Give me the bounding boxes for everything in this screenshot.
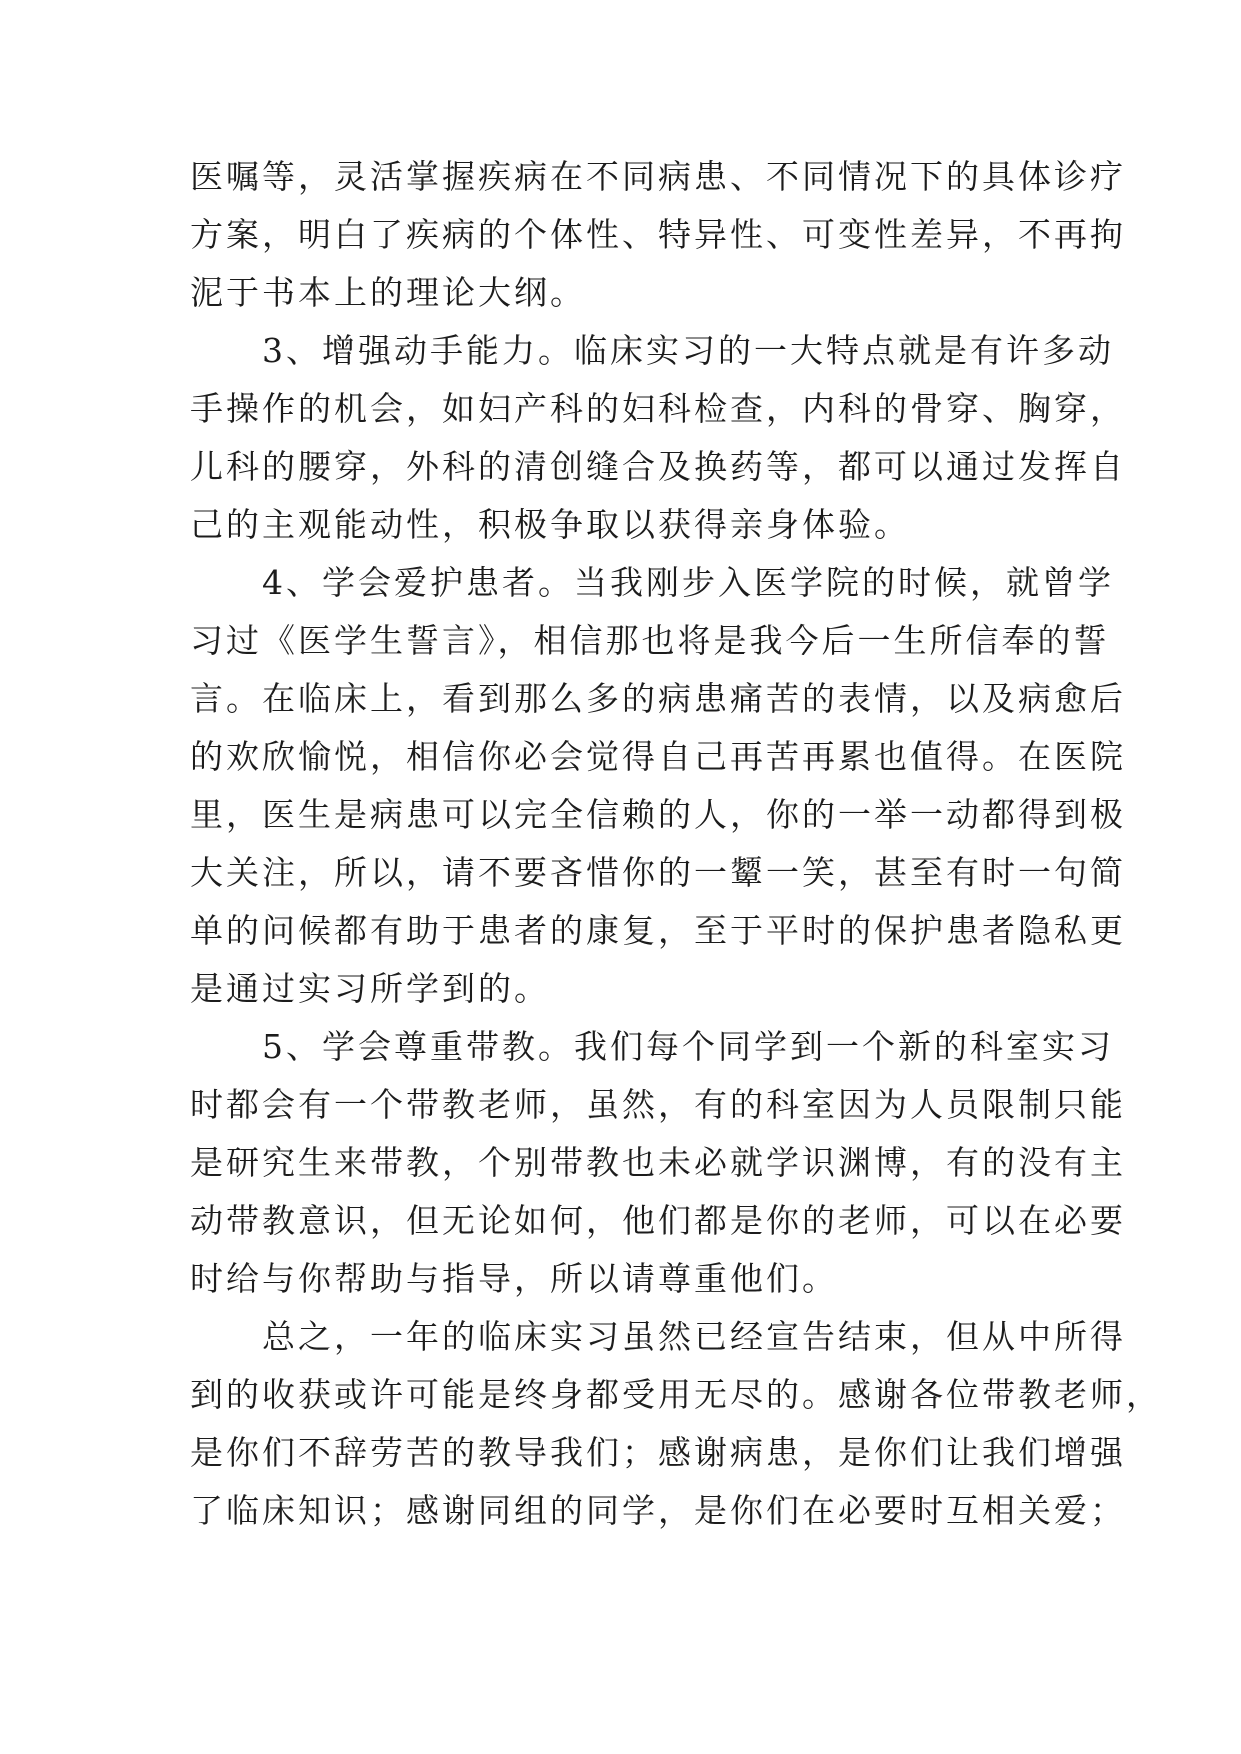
- text-line: 时都会有一个带教老师，虽然，有的科室因为人员限制只能: [190, 1085, 1126, 1124]
- text-line: 医嘱等，灵活掌握疾病在不同病患、不同情况下的具体诊疗: [190, 157, 1126, 196]
- text-line: 是你们不辞劳苦的教导我们；感谢病患，是你们让我们增强: [190, 1433, 1126, 1472]
- text-line: 单的问候都有助于患者的康复，至于平时的保护患者隐私更: [190, 911, 1126, 950]
- text-line: 言。在临床上，看到那么多的病患痛苦的表情，以及病愈后: [190, 679, 1126, 718]
- text-line: 4、学会爱护患者。当我刚步入医学院的时候，就曾学: [190, 563, 1114, 602]
- text-line: 到的收获或许可能是终身都受用无尽的。感谢各位带教老师，: [190, 1375, 1162, 1414]
- text-line: 是通过实习所学到的。: [190, 969, 550, 1008]
- text-line: 手操作的机会，如妇产科的妇科检查，内科的骨穿、胸穿，: [190, 389, 1126, 428]
- text-line: 泥于书本上的理论大纲。: [190, 273, 586, 312]
- text-line: 5、学会尊重带教。我们每个同学到一个新的科室实习: [190, 1027, 1114, 1066]
- text-line: 己的主观能动性，积极争取以获得亲身体验。: [190, 505, 910, 544]
- text-line: 大关注，所以，请不要吝惜你的一颦一笑，甚至有时一句简: [190, 853, 1126, 892]
- text-line: 是研究生来带教，个别带教也未必就学识渊博，有的没有主: [190, 1143, 1126, 1182]
- text-line: 习过《医学生誓言》，相信那也将是我今后一生所信奉的誓: [190, 621, 1110, 660]
- text-line: 3、增强动手能力。临床实习的一大特点就是有许多动: [190, 331, 1114, 370]
- text-line: 了临床知识；感谢同组的同学，是你们在必要时互相关爱；: [190, 1491, 1126, 1530]
- text-line: 方案，明白了疾病的个体性、特异性、可变性差异，不再拘: [190, 215, 1126, 254]
- text-line: 儿科的腰穿，外科的清创缝合及换药等，都可以通过发挥自: [190, 447, 1126, 486]
- text-line: 时给与你帮助与指导，所以请尊重他们。: [190, 1259, 838, 1298]
- text-line: 总之，一年的临床实习虽然已经宣告结束，但从中所得: [190, 1317, 1126, 1356]
- document-body: [190, 148, 1162, 1540]
- text-line: 里，医生是病患可以完全信赖的人，你的一举一动都得到极: [190, 795, 1126, 834]
- text-line: 动带教意识，但无论如何，他们都是你的老师，可以在必要: [190, 1201, 1126, 1240]
- text-line: 的欢欣愉悦，相信你必会觉得自己再苦再累也值得。在医院: [190, 737, 1126, 776]
